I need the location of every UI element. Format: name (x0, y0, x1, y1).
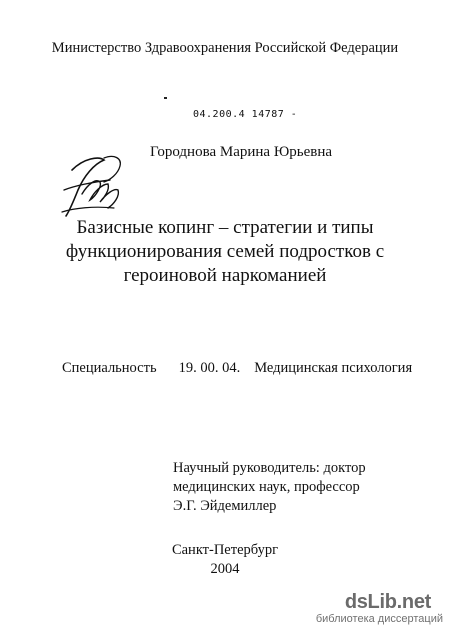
watermark-subtitle: библиотека диссертаций (315, 613, 443, 625)
watermark-brand: dsLib.net (344, 591, 431, 613)
registration-code: 04.200.4 14787 - (193, 109, 298, 120)
ministry-header: Министерство Здравоохранения Российской Федерации (51, 40, 399, 56)
title-line: героиновой наркоманией (123, 265, 327, 286)
watermark-logo (285, 591, 445, 629)
thesis-title (0, 216, 450, 288)
specialty-label: Специальность (62, 360, 157, 376)
author-name: Городнова Марина Юрьевна (150, 144, 333, 160)
title-line: функционирования семей подростков с (65, 241, 385, 262)
supervisor-line: медицинских наук, профессор (173, 479, 360, 495)
specialty-name: Медицинская психология (254, 360, 413, 376)
title-line: Базисные копинг – стратегии и типы (76, 217, 374, 238)
city: Санкт-Петербург (171, 542, 279, 558)
specialty-code: 19. 00. 04. (178, 360, 241, 376)
specialty-row (62, 360, 412, 377)
year: 2004 (210, 561, 240, 577)
supervisor-block (173, 459, 366, 516)
place-and-year (0, 541, 450, 579)
supervisor-line: Э.Г. Эйдемиллер (173, 498, 277, 514)
stray-mark (164, 97, 167, 99)
supervisor-line: Научный руководитель: доктор (173, 460, 366, 476)
